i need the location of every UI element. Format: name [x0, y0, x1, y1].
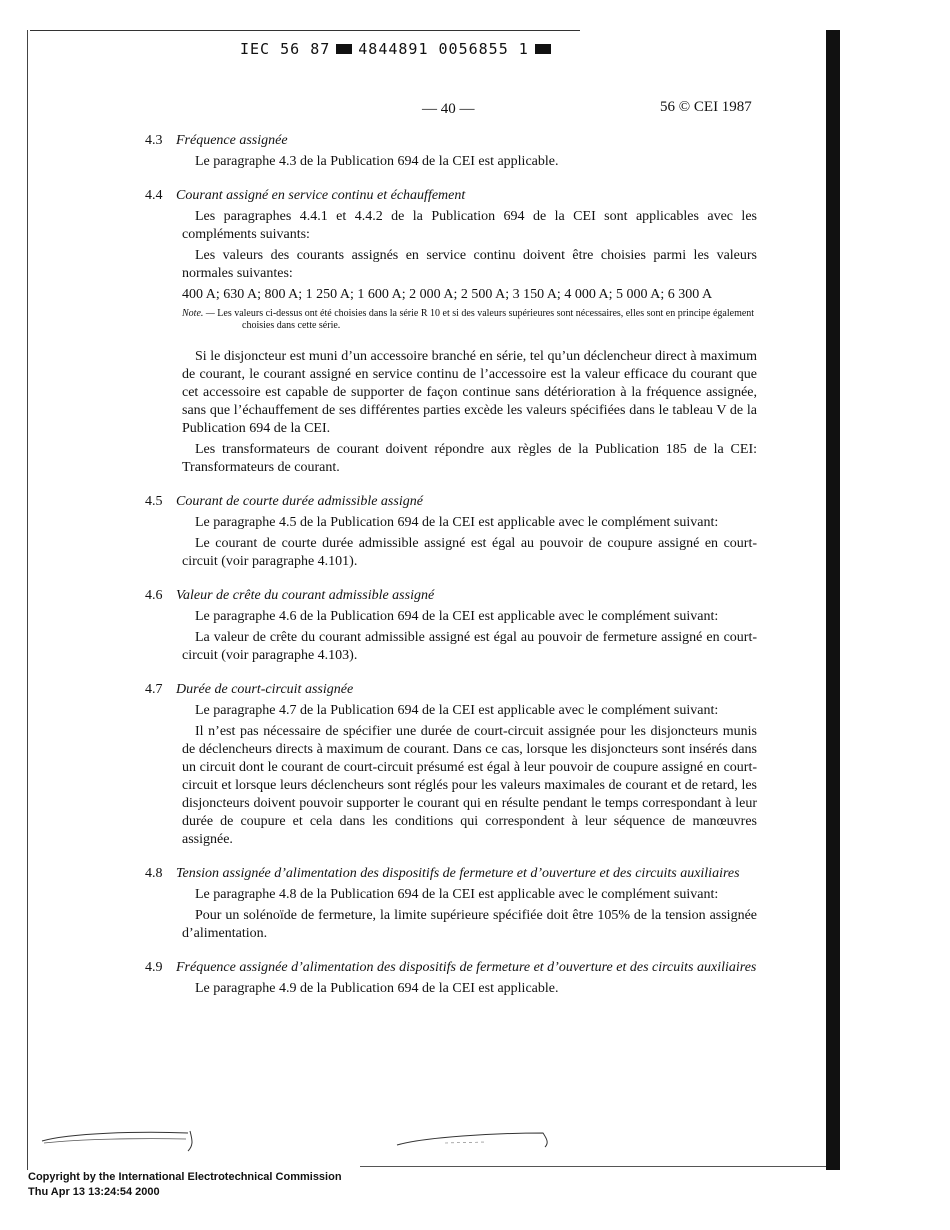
section-4-3 — [145, 132, 757, 171]
footer-copyright-line: Copyright by the International Electrotechnical Commission — [28, 1171, 342, 1183]
section-body — [145, 153, 757, 171]
rated-current-values: 400 A; 630 A; 800 A; 1 250 A; 1 600 A; 2 000 A; 2 500 A; 3 150 A; 4 000 A; 5 000 A; 6 300 A — [182, 287, 713, 302]
scan-edge-bottom — [360, 1166, 826, 1167]
section-title: Courant assigné en service continu et échauffement — [176, 188, 466, 203]
section-4-7 — [145, 681, 757, 849]
header-code-right: 4844891 0056855 1 — [358, 40, 529, 58]
section-heading — [145, 681, 757, 699]
barcode-block — [535, 44, 551, 54]
section-4-6 — [145, 587, 757, 665]
section-number: 4.3 — [145, 133, 163, 148]
section-title: Tension assignée d’alimentation des dispositifs de fermeture et d’ouverture et des circuits auxiliaires — [176, 866, 740, 881]
scan-edge-left — [27, 30, 28, 1170]
paragraph: Le paragraphe 4.3 de la Publication 694 de la CEI est applicable. — [195, 154, 559, 169]
section-heading — [145, 865, 757, 883]
paragraph: Les transformateurs de courant doivent répondre aux règles de la Publication 185 de la CEI: Transformateurs de courant. — [182, 442, 757, 475]
section-body — [145, 702, 757, 849]
section-4-5 — [145, 493, 757, 571]
section-body — [145, 208, 757, 477]
note — [182, 308, 757, 332]
paragraph: Il n’est pas nécessaire de spécifier une durée de court-circuit assignée pour les disjoncteurs munis de déclencheurs directs à maximum de courant. Dans ce cas, lorsque les disjoncteurs sont insérés dans un circuit dont le courant de court-circuit présumé est égal à leur pouvoir de coupure assigné en court-circuit et lorsque leurs déclencheurs sont réglés pour les valeurs maximales de courant et de retard, les disjoncteurs doivent pouvoir supporter le courant qui en résulte pendant le temps correspondant à leur durée de coupure et cela dans les conditions qui correspondent à leur séquence de manœuvres assignée. — [182, 724, 757, 847]
section-title: Durée de court-circuit assignée — [176, 682, 354, 697]
paragraph: Le paragraphe 4.8 de la Publication 694 de la CEI est applicable avec le complément suivant: — [195, 887, 719, 902]
section-4-9 — [145, 959, 757, 998]
paragraph: Le paragraphe 4.7 de la Publication 694 de la CEI est applicable avec le complément suivant: — [195, 703, 719, 718]
section-body — [145, 608, 757, 665]
section-number: 4.7 — [145, 682, 163, 697]
signature-mark-center — [395, 1127, 555, 1157]
section-title: Fréquence assignée — [176, 133, 288, 148]
section-heading — [145, 187, 757, 205]
signature-mark-left — [40, 1125, 200, 1155]
section-4-8 — [145, 865, 757, 943]
page-number: — 40 — — [422, 101, 475, 117]
paragraph: Les paragraphes 4.4.1 et 4.4.2 de la Publication 694 de la CEI sont applicables avec les compléments suivants: — [182, 209, 757, 242]
paragraph: Le paragraphe 4.5 de la Publication 694 de la CEI est applicable avec le complément suivant: — [195, 515, 719, 530]
paragraph: Le paragraphe 4.9 de la Publication 694 de la CEI est applicable. — [195, 981, 559, 996]
section-number: 4.8 — [145, 866, 163, 881]
paragraph: Le courant de courte durée admissible assigné est égal au pouvoir de coupure assigné en court-circuit (voir paragraphe 4.101). — [182, 536, 757, 569]
paragraph: Le paragraphe 4.6 de la Publication 694 de la CEI est applicable avec le complément suivant: — [195, 609, 719, 624]
scan-edge-right — [826, 30, 840, 1170]
section-body — [145, 514, 757, 571]
section-number: 4.6 — [145, 588, 163, 603]
section-heading — [145, 587, 757, 605]
paragraph: Pour un solénoïde de fermeture, la limite supérieure spécifiée doit être 105% de la tension assignée d’alimentation. — [182, 908, 757, 941]
header-code-left: IEC 56 87 — [240, 40, 331, 58]
barcode-block — [336, 44, 352, 54]
paragraph: Si le disjoncteur est muni d’un accessoire branché en série, tel qu’un déclencheur direct à maximum de courant, le courant assigné en service continu de l’accessoire est la valeur efficace du courant que cet accessoire est capable de supporter de façon continue sans détérioration à la fréquence assignée, sans que l’échauffement de ses différentes parties excède les valeurs spécifiées dans le tableau V de la Publication 694 de la CEI. — [182, 349, 757, 436]
document-header-code — [240, 40, 551, 58]
document-content — [145, 132, 757, 1014]
copyright-mark: 56 © CEI 1987 — [660, 99, 752, 115]
section-body — [145, 980, 757, 998]
section-body — [145, 886, 757, 943]
footer-timestamp: Thu Apr 13 13:24:54 2000 — [28, 1186, 160, 1198]
section-title: Fréquence assignée d’alimentation des dispositifs de fermeture et d’ouverture et des circuits auxiliaires — [176, 960, 757, 975]
section-title: Courant de courte durée admissible assigné — [176, 494, 423, 509]
section-4-4 — [145, 187, 757, 477]
note-label: Note. — — [182, 308, 215, 319]
scan-edge-top — [30, 30, 580, 31]
section-heading — [145, 132, 757, 150]
paragraph: La valeur de crête du courant admissible assigné est égal au pouvoir de fermeture assigné en court-circuit (voir paragraphe 4.103). — [182, 630, 757, 663]
section-title: Valeur de crête du courant admissible assigné — [176, 588, 435, 603]
section-number: 4.9 — [145, 960, 163, 975]
section-heading — [145, 493, 757, 511]
section-number: 4.5 — [145, 494, 163, 509]
copyright-footer — [28, 1170, 342, 1200]
section-number: 4.4 — [145, 188, 163, 203]
paragraph: Les valeurs des courants assignés en service continu doivent être choisies parmi les valeurs normales suivantes: — [182, 248, 757, 281]
section-heading — [145, 959, 757, 977]
note-text: Les valeurs ci-dessus ont été choisies dans la série R 10 et si des valeurs supérieures sont nécessaires, elles sont en principe également choisies dans cette série. — [217, 308, 755, 331]
